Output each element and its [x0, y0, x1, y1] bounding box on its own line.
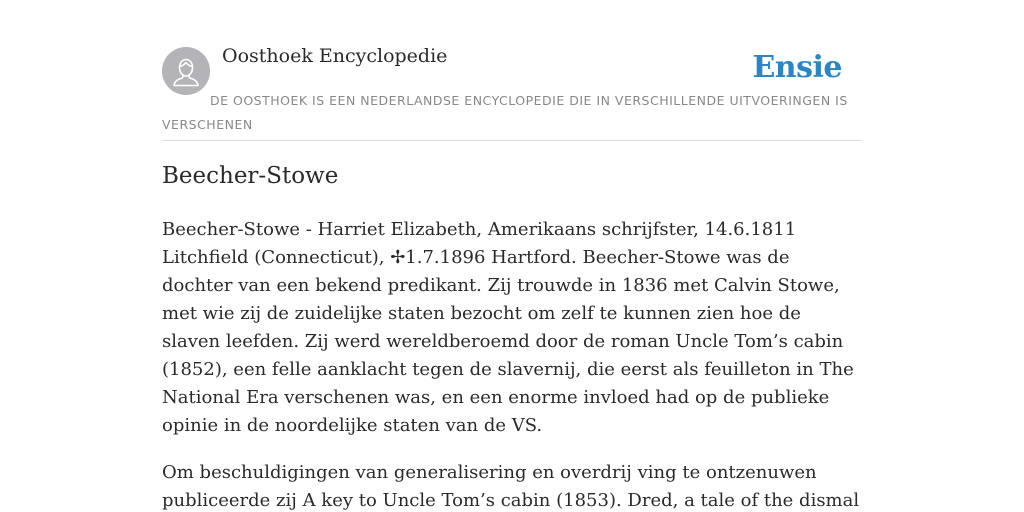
user-placeholder-icon: [162, 47, 210, 95]
article-paragraph: Om beschuldigingen van generalisering en overdrij ving te ontzenuwen publiceerde zij A key to Uncle Tom’s cabin (1853). Dred, a tale of the dismal: [162, 462, 860, 511]
article-paragraph: Beecher-Stowe - Harriet Elizabeth, Amerikaans schrijfster, 14.6.1811 Litchfield (Connecticut), ✢1.7.1896 Hartford. Beecher-Stowe was de dochter van een bekend predikant. Zij trouwde in 1836 met Calvin Stowe, met wie zij de zuidelijke staten bezocht om zelf te kunnen zien hoe de slaven leefden. Zij werd wereldberoemd door de roman Uncle Tom’s cabin (1852), een felle aanklacht tegen de slavernij, die eerst als feuilleton in The National Era verschenen was, en een enorme invloed had op de publieke opinie in de noordelijke staten van de VS.: [162, 219, 854, 436]
ensie-logo[interactable]: Ensie: [752, 50, 842, 85]
avatar[interactable]: [162, 47, 210, 95]
site-header: [162, 0, 862, 141]
content-column: [162, 0, 862, 511]
page-title: Beecher-Stowe: [162, 163, 339, 189]
article-body: [162, 216, 862, 512]
site-name-link[interactable]: Oosthoek Encyclopedie: [222, 45, 448, 67]
site-tagline: DE OOSTHOEK IS EEN NEDERLANDSE ENCYCLOPEDIE DIE IN VERSCHILLENDE UITVOERINGEN IS VERSCHENEN: [162, 93, 848, 132]
